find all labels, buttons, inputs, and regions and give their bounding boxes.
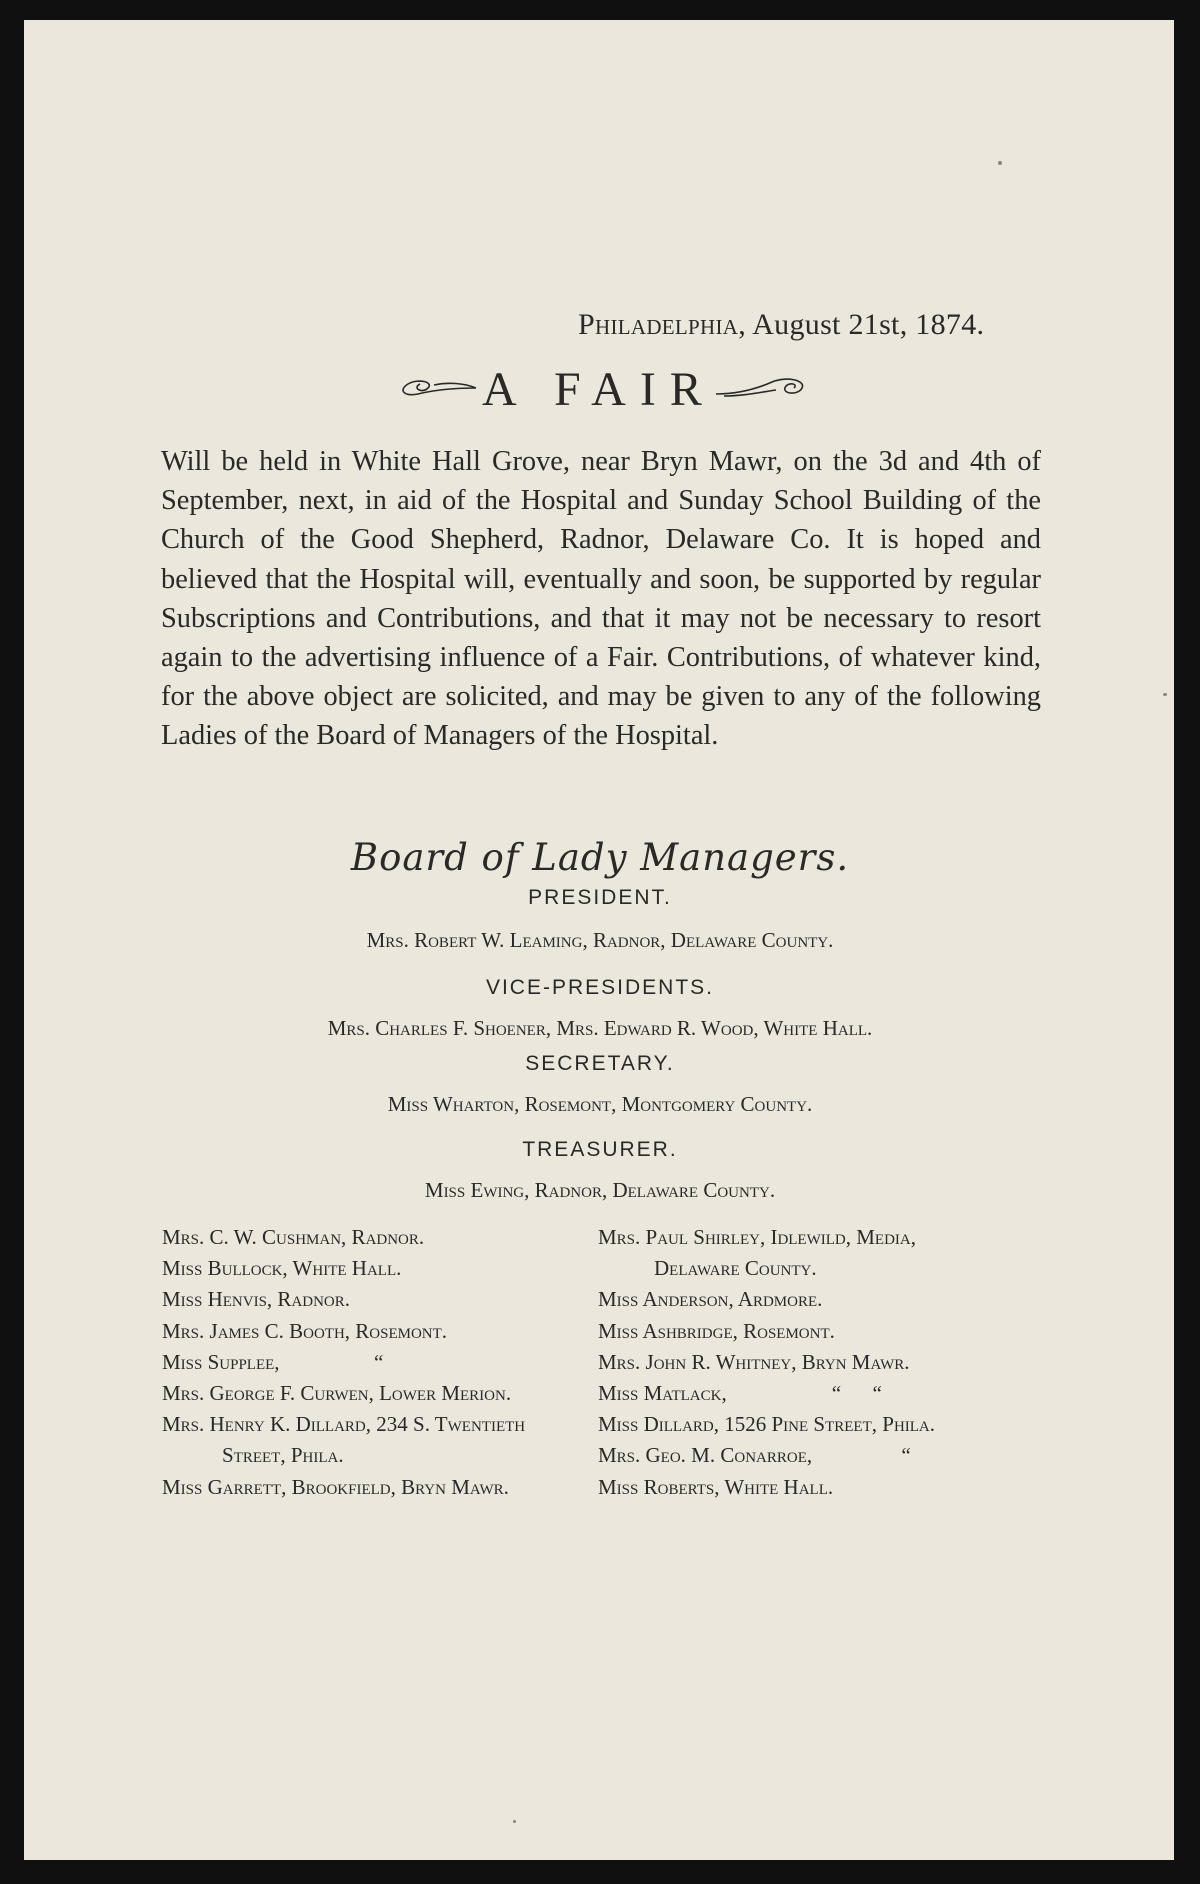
list-item: Miss Matlack, “ “ bbox=[598, 1381, 882, 1406]
treasurer-names: Miss Ewing, Radnor, Delaware County. bbox=[424, 1178, 776, 1202]
list-item: Mrs. Henry K. Dillard, 234 S. Twentieth bbox=[162, 1412, 526, 1437]
dateline-date: , August 21st, 1874. bbox=[738, 308, 985, 341]
dateline bbox=[578, 308, 984, 342]
office-secretary-heading: SECRETARY. bbox=[525, 1052, 675, 1075]
paper-speck bbox=[1163, 693, 1167, 696]
list-item: Mrs. George F. Curwen, Lower Merion. bbox=[162, 1381, 512, 1406]
dateline-city: Philadelphia bbox=[578, 308, 739, 341]
president-names: Mrs. Robert W. Leaming, Radnor, Delaware County. bbox=[366, 928, 834, 952]
vice-presidents-names: Mrs. Charles F. Shoener, Mrs. Edward R. Wood, White Hall. bbox=[327, 1016, 873, 1040]
list-item: Street, Phila. bbox=[222, 1443, 344, 1468]
office-treasurer-heading: TREASURER. bbox=[522, 1138, 678, 1161]
list-item: Mrs. James C. Booth, Rosemont. bbox=[162, 1318, 448, 1343]
flourish-right-icon bbox=[714, 372, 814, 402]
managers-list-right bbox=[598, 1222, 1038, 1503]
managers-list-left bbox=[162, 1222, 602, 1503]
list-item: Miss Ashbridge, Rosemont. bbox=[598, 1318, 835, 1343]
paper-speck bbox=[998, 161, 1002, 165]
announcement-paragraph: Will be held in White Hall Grove, near Bryn Mawr, on the 3d and 4th of September, next, in aid of the Hospital and Sunday School Building of the Church of the Good Shepherd, Radnor, Delaware Co. It is hoped and believed that the Hospital will, eventually and soon, be supported by regular Subscriptions and Contributions, and that it may not be necessary to resort again to the advertising influence of a Fair. Contributions, of whatever kind, for the above object are solicited, and may be given to any of the following Ladies of the Board of Managers of the Hospital. bbox=[161, 446, 1041, 752]
board-title: Board of Lady Managers. bbox=[350, 836, 850, 879]
list-item: Mrs. C. W. Cushman, Radnor. bbox=[162, 1225, 425, 1249]
office-vice-presidents-heading: VICE-PRESIDENTS. bbox=[485, 976, 715, 999]
secretary-names: Miss Wharton, Rosemont, Montgomery County. bbox=[387, 1092, 813, 1116]
list-item: Mrs. Geo. M. Conarroe, “ bbox=[598, 1443, 911, 1468]
fair-title bbox=[382, 360, 822, 420]
list-item: Delaware County. bbox=[654, 1256, 817, 1281]
list-item: Miss Henvis, Radnor. bbox=[162, 1287, 351, 1312]
office-president-heading: PRESIDENT. bbox=[528, 886, 672, 909]
title-text: A FAIR bbox=[482, 363, 716, 416]
list-item: Miss Bullock, White Hall. bbox=[162, 1256, 402, 1281]
list-item: Miss Garrett, Brookfield, Bryn Mawr. bbox=[162, 1474, 509, 1499]
list-item: Miss Dillard, 1526 Pine Street, Phila. bbox=[598, 1412, 936, 1437]
list-item: Miss Supplee, “ bbox=[162, 1349, 384, 1374]
flourish-left-icon bbox=[394, 372, 478, 402]
list-item: Miss Roberts, White Hall. bbox=[598, 1474, 834, 1499]
paper-speck bbox=[513, 1820, 516, 1823]
list-item: Miss Anderson, Ardmore. bbox=[598, 1287, 823, 1312]
list-item: Mrs. John R. Whitney, Bryn Mawr. bbox=[598, 1349, 910, 1374]
list-item: Mrs. Paul Shirley, Idlewild, Media, bbox=[598, 1225, 916, 1249]
